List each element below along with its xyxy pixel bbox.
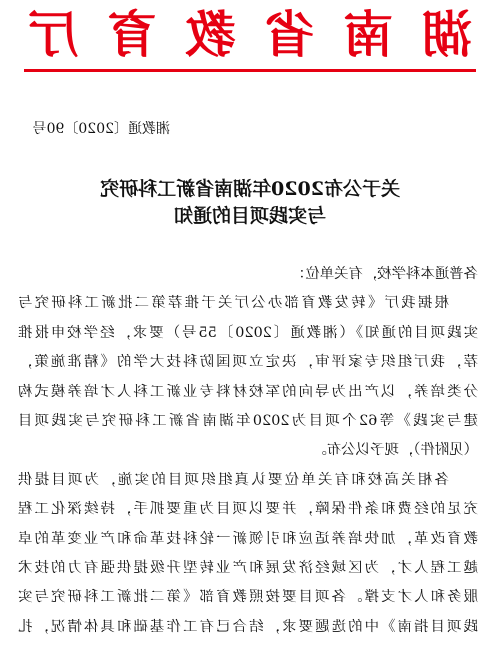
body-line: 实践项目的通知》（湘教通〔2020〕55号）要求，经学校申报推 [18,324,478,341]
document-title [0,176,500,230]
body-line: 践项目指南》中的选题要求，结合已有工作基础和具体情况，扎 [18,618,478,635]
letterhead-char: 育 [106,5,157,64]
document-body [18,260,478,642]
letterhead-char: 厅 [28,5,79,64]
body-line: 越工程人才，为区域经济发展和产业转型升级提供强有力的技术 [18,559,478,576]
letterhead-title [28,6,472,64]
body-line: 建与实践》等62个项目为2020年湖南省新工科研究与实践项目 [18,412,478,429]
document-number: 湘教通〔2020〕90号 [32,121,170,137]
salutation: 各普通本科学校，有关单位： [290,266,478,282]
body-line: 充足的经费和条件保障，并要以项目为重要抓手，持续深化工程 [18,501,478,518]
letterhead-char: 湖 [422,5,472,64]
title-line: 与实践项目的通知 [174,205,327,227]
title-line: 关于公布2020年湖南省新工科研究 [100,178,400,200]
body-line: 荐，我厅组织专家评审，决定立项国防科技大学的《精准施策， [18,354,478,371]
body-line: 分类培养，以产出为导向的军校材料专业新工科人才培养模式构 [18,383,478,400]
letterhead-char: 教 [185,5,236,64]
body-line: （见附件），现予以公布。 [312,442,478,459]
body-line: 各相关高校和有关单位要认真组织项目的实施，为项目提供 [18,471,449,488]
body-line: 服务和人才支撑。各项目要按照教育部《第二批新工科研究与实 [18,589,478,606]
body-line: 教育改革，加快培养适应和引领新一轮科技革命和产业变革的卓 [18,530,478,547]
letterhead-divider [24,69,476,72]
letterhead-char: 南 [343,5,394,64]
letterhead-char: 省 [264,5,315,64]
body-line: 根据我厅《转发教育部办公厅关于推荐第二批新工科研究与 [18,295,449,312]
